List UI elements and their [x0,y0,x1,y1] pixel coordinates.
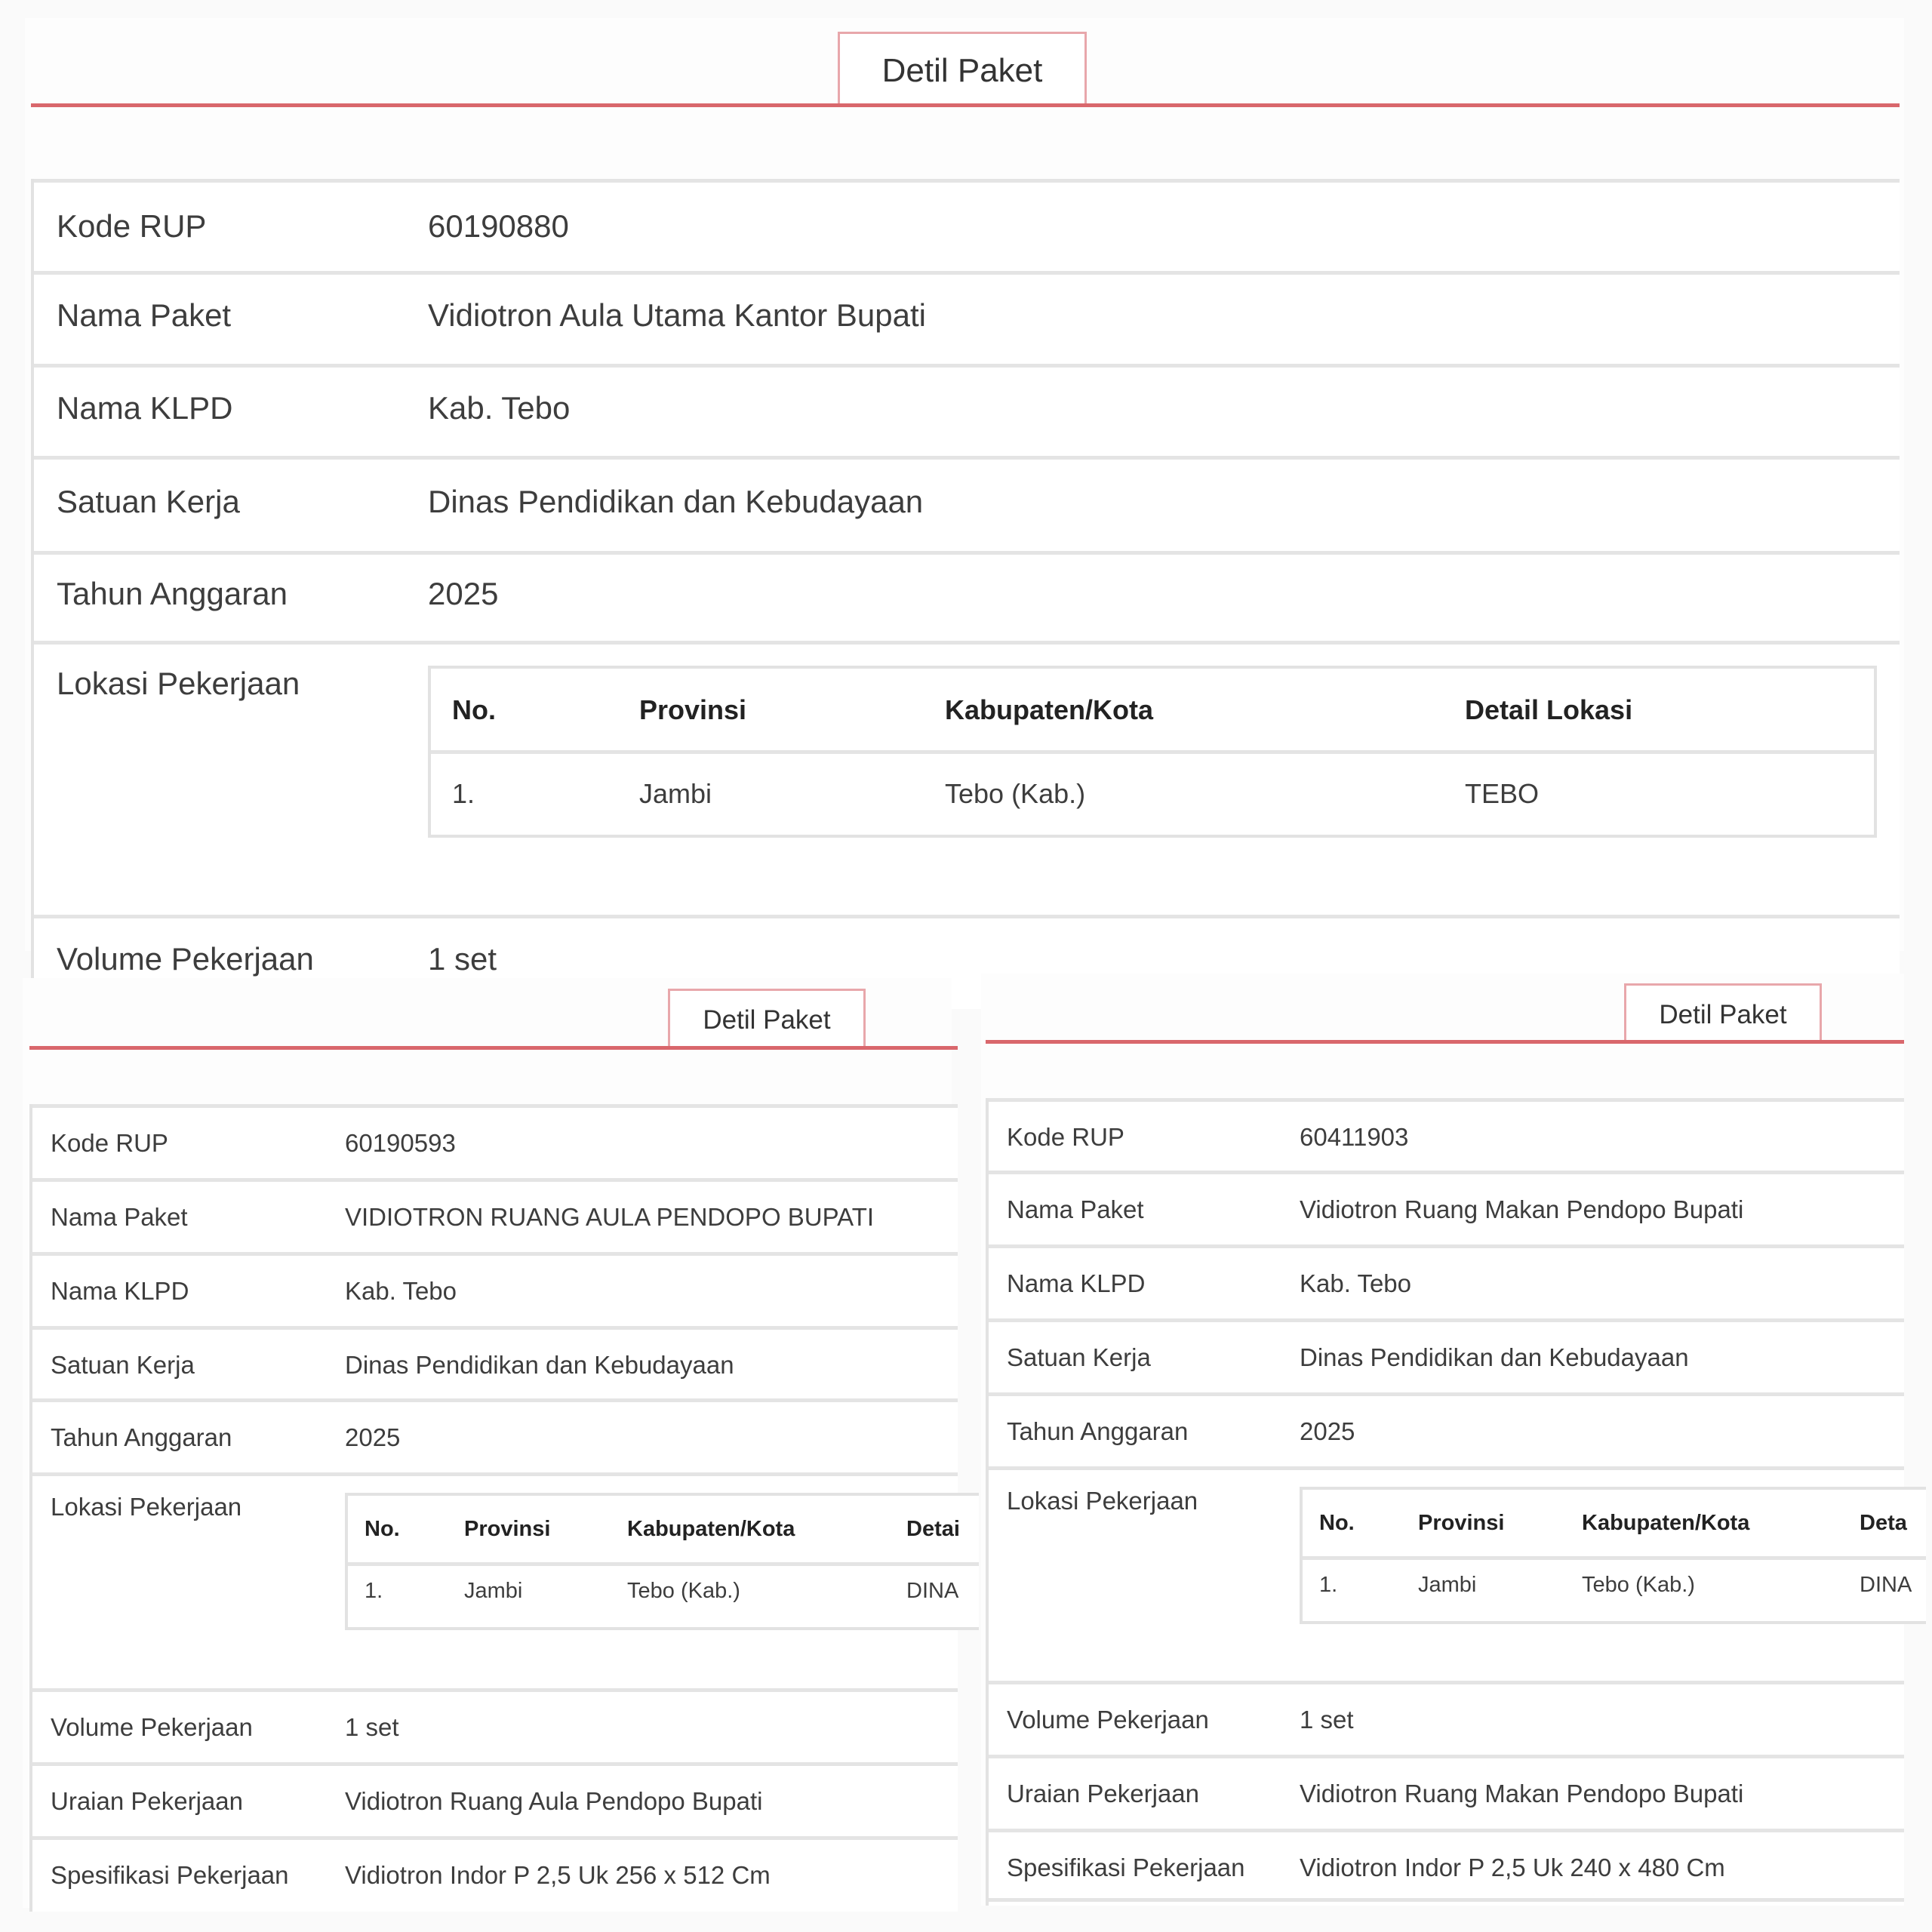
detail-row [989,1681,1904,1755]
cell: 1. [452,778,475,809]
row-label: Lokasi Pekerjaan [51,1493,242,1521]
row-label: Lokasi Pekerjaan [1007,1487,1198,1515]
lokasi-table-header [348,1496,979,1566]
detail-row [32,1762,958,1836]
row-label: Uraian Pekerjaan [1007,1780,1199,1807]
row-label: Kode RUP [51,1129,168,1157]
row-value: Vidiotron Ruang Makan Pendopo Bupati [1300,1780,1744,1807]
lokasi-table-row [431,754,1874,835]
lokasi-table-header [1303,1490,1926,1560]
detail-row [989,1755,1904,1829]
lokasi-table [428,666,1877,838]
tab-underline [29,1046,958,1050]
row-value: Dinas Pendidikan dan Kebudayaan [345,1351,734,1379]
col-header: No. [452,694,496,725]
detil-paket-tab[interactable] [668,989,866,1049]
lokasi-table-header [431,669,1874,754]
detail-row [989,1098,1904,1171]
lokasi-table [345,1493,979,1630]
cell: Tebo (Kab.) [1582,1573,1695,1597]
detail-row [34,179,1900,271]
cell: Tebo (Kab.) [627,1579,740,1603]
row-value: 1 set [1300,1706,1354,1734]
detail-row [989,1392,1904,1466]
cell: Jambi [639,778,712,809]
row-value: 2025 [1300,1417,1355,1445]
detail-row [989,1318,1904,1392]
cell: DINA [1860,1573,1912,1597]
cell: Jambi [464,1579,523,1603]
col-header: Provinsi [1418,1511,1505,1535]
row-label: Spesifikasi Pekerjaan [51,1861,289,1889]
detail-row-lokasi [32,1472,958,1688]
col-header: Provinsi [639,694,747,725]
col-header: Kabupaten/Kota [1582,1511,1750,1535]
row-value: 60190593 [345,1129,456,1157]
detail-row [32,1178,958,1252]
col-header: Deta [1860,1511,1907,1535]
row-label: Tahun Anggaran [57,576,288,611]
row-value: 2025 [345,1423,401,1451]
row-label: Satuan Kerja [51,1351,195,1379]
detail-row [989,1244,1904,1318]
row-label: Nama Paket [51,1203,188,1231]
detail-row [32,1104,958,1178]
detail-table [31,179,1900,1009]
detail-row [32,1398,958,1472]
row-label: Spesifikasi Pekerjaan [1007,1854,1245,1881]
detail-table [986,1098,1912,1906]
row-label: Uraian Pekerjaan [51,1787,243,1815]
detail-row-lokasi [989,1466,1912,1681]
row-value: 1 set [345,1713,399,1741]
row-value: Kab. Tebo [428,390,571,426]
row-value: Dinas Pendidikan dan Kebudayaan [428,484,924,519]
row-value: VIDIOTRON RUANG AULA PENDOPO BUPATI [345,1203,875,1231]
lokasi-table-row [348,1561,979,1627]
detail-table [29,1104,958,1912]
row-value: Dinas Pendidikan dan Kebudayaan [1300,1343,1689,1371]
row-value: Vidiotron Ruang Makan Pendopo Bupati [1300,1195,1744,1223]
row-label: Satuan Kerja [57,484,240,519]
tab-underline [986,1040,1904,1044]
row-label: Satuan Kerja [1007,1343,1151,1371]
col-header: No. [1319,1511,1355,1535]
lokasi-table-row [1303,1555,1926,1621]
col-header: Kabupaten/Kota [945,694,1154,725]
lokasi-table [1300,1487,1926,1624]
row-value: Vidiotron Indor P 2,5 Uk 256 x 512 Cm [345,1861,771,1889]
detail-row [989,1171,1904,1244]
row-label: Kode RUP [57,208,207,244]
row-value: 60411903 [1300,1123,1409,1151]
cell: 1. [1319,1573,1338,1597]
cell: Tebo (Kab.) [945,778,1086,809]
row-value: 60190880 [428,208,569,244]
row-value: Vidiotron Aula Utama Kantor Bupati [428,297,926,333]
detail-row-lokasi [34,641,1900,915]
row-label: Lokasi Pekerjaan [57,666,300,701]
col-header: Detai [906,1517,960,1541]
tab-underline [31,103,1900,107]
row-label: Kode RUP [1007,1123,1124,1151]
tab-label: Detil Paket [1659,999,1787,1029]
detail-row [32,1688,958,1762]
detail-row [34,271,1900,364]
detail-row [32,1326,958,1398]
tab-label: Detil Paket [703,1004,831,1035]
row-value: 1 set [428,941,497,977]
detail-row [32,1252,958,1326]
cell: TEBO [1465,778,1540,809]
row-value: Kab. Tebo [1300,1269,1412,1297]
row-label: Tahun Anggaran [51,1423,232,1451]
row-value: Vidiotron Ruang Aula Pendopo Bupati [345,1787,763,1815]
col-header: No. [365,1517,400,1541]
row-label: Volume Pekerjaan [1007,1706,1209,1734]
cell: DINA [906,1579,959,1603]
tab-label: Detil Paket [881,51,1043,89]
row-label: Volume Pekerjaan [51,1713,253,1741]
detail-row [34,456,1900,551]
row-label: Nama KLPD [51,1277,189,1305]
cell: 1. [365,1579,383,1603]
row-value: Vidiotron Indor P 2,5 Uk 240 x 480 Cm [1300,1854,1725,1881]
row-label: Volume Pekerjaan [57,941,314,977]
package-detail-panel-1 [25,18,1904,977]
row-label: Nama Paket [1007,1195,1144,1223]
row-label: Nama Paket [57,297,232,333]
row-label: Nama KLPD [1007,1269,1146,1297]
row-label: Tahun Anggaran [1007,1417,1189,1445]
col-header: Provinsi [464,1517,551,1541]
detail-row [34,364,1900,456]
col-header: Kabupaten/Kota [627,1517,795,1541]
package-detail-panel-3 [981,974,1912,1906]
row-value: 2025 [428,576,499,611]
detil-paket-tab[interactable] [1624,983,1822,1044]
cell: Jambi [1418,1573,1477,1597]
detil-paket-tab[interactable] [838,32,1087,107]
col-header: Detail Lokasi [1465,694,1633,725]
row-label: Nama KLPD [57,390,233,426]
detail-row [32,1836,958,1912]
package-detail-panel-2 [23,978,960,1908]
detail-row [989,1829,1904,1902]
detail-row [34,551,1900,641]
row-value: Kab. Tebo [345,1277,457,1305]
